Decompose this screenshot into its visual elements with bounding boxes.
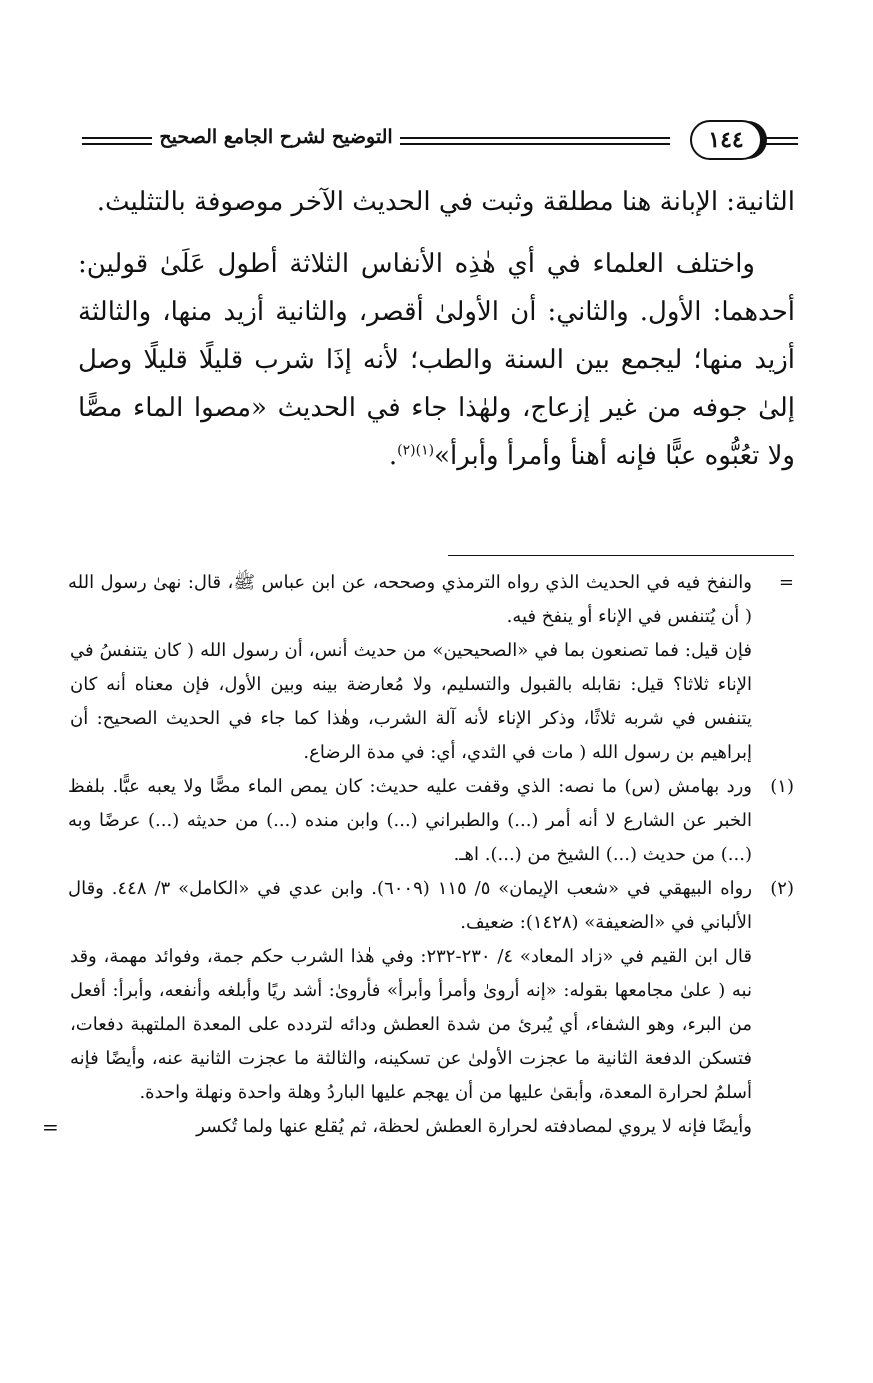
footnote-1-marker: (١) bbox=[770, 776, 794, 797]
footnote-continued-text: والنفخ فيه في الحديث الذي رواه الترمذي وصححه، عن ابن عباس ﷺ، قال: نهىٰ رسول الله ( أن يُتنفس في الإناء أو ينفخ فيه. bbox=[68, 572, 752, 627]
footnote-2-marker: (٢) bbox=[770, 878, 794, 899]
footnote-2-text: رواه البيهقي في «شعب الإيمان» ٥/ ١١٥ (٦٠٠٩). وابن عدي في «الكامل» ٣/ ٤٤٨. وقال الألباني في «الضعيفة» (١٤٢٨): ضعيف. bbox=[68, 878, 753, 933]
footnote-continued bbox=[42, 566, 794, 634]
footnote-2 bbox=[42, 872, 794, 940]
main-text bbox=[78, 178, 795, 480]
footnote-2-paragraph-3-text: وأيضًا فإنه لا يروي لمصادفته لحرارة العطش لحظة، ثم يُقلع عنها ولما تُكسر bbox=[196, 1116, 752, 1137]
header-rule-right bbox=[760, 137, 798, 145]
footnotes bbox=[42, 566, 794, 1144]
main-paragraph-1: الثانية: الإبانة هنا مطلقة وثبت في الحديث الآخر موصوفة بالتثليث. bbox=[96, 187, 795, 217]
running-title: التوضيح لشرح الجامع الصحيح bbox=[159, 126, 393, 148]
footnote-separator bbox=[448, 555, 794, 556]
page-header bbox=[70, 118, 803, 164]
page-number: ١٤٤ bbox=[708, 127, 744, 153]
main-paragraph-2-text: واختلف العلماء في أي هٰذِه الأنفاس الثلاثة أطول عَلَىٰ قولين: أحدهما: الأول. والثاني: أن الأولىٰ أقصر، والثانية أزيد منها، والثالثة أزيد منها؛ ليجمع بين السنة والطب؛ لأنه إذَا شرب قليلًا قليلًا وصل إلىٰ جوفه من غير إزعاج، ولهٰذا جاء في الحديث «مصوا الماء مصًّا ولا تعُبُّوه عبًّا فإنه أهنأ وأمرأ وأبرأ» bbox=[78, 249, 795, 471]
continues-next-page-marker: = bbox=[42, 1115, 59, 1139]
footnote-continued-paragraph-2: فإن قيل: فما تصنعون بما في «الصحيحين» من حديث أنس، أن رسول الله ( كان يتنفسُ في الإناء ثلاثا؟ قيل: نقابله بالقبول والتسليم، ولا مُعارضة بينه وبين الأول، فإن معناه أنه كان يتنفس في شربه ثلاثًا، وذكر الإناء لأنه آلة الشرب، وهٰذا كما جاء في الحديث الصحيح: أن إبراهيم بن رسول الله ( مات في الثدي، أي: في مدة الرضاع. bbox=[70, 640, 752, 763]
main-paragraph-2-end: . bbox=[388, 441, 398, 471]
footnote-1 bbox=[42, 770, 794, 872]
header-rule-middle bbox=[400, 137, 670, 145]
main-paragraph-2 bbox=[78, 240, 795, 480]
footnote-1-text: ورد بهامش (س) ما نصه: الذي وقفت عليه حديث: كان يمص الماء مصًّا ولا يعبه عبًّا. بلفظ الخبر عن الشارع لا أنه أمر (...) والطبراني (...) وابن منده (...) من حديثه (...) عرضًا وبه (...) من حديث (...) الشيخ من (...). اهـ. bbox=[68, 776, 752, 865]
footnote-2-paragraph-2: قال ابن القيم في «زاد المعاد» ٤/ ٢٣٠-٢٣٢: وفي هٰذا الشرب حكم جمة، وفوائد مهمة، وقد نبه ( علىٰ مجامعها بقوله: «إنه أروىٰ وأمرأ وأبرأ» فأروىٰ: أشد ريًا وأبلغه وأنفعه، وأبرأ: أفعل من البرء، وهو الشفاء، أي يُبرئ من شدة العطش ودائه لتردده على المعدة الملتهبة دفعات، فتسكن الدفعة الثانية ما عجزت الأولىٰ عن تسكينه، والثالثة ما عجزت الثانية عنه، وأيضًا فإنه أسلمُ لحرارة المعدة، وأبقىٰ عليها من أن يهجم عليها الباردُ وهلة واحدة ونهلة واحدة. bbox=[70, 946, 752, 1103]
footnote-refs: (١)(٢) bbox=[397, 442, 435, 459]
header-rule-left bbox=[82, 137, 152, 145]
continuation-marker: = bbox=[778, 572, 794, 593]
page-number-badge bbox=[690, 120, 762, 160]
footnote-2-paragraph-3 bbox=[42, 1110, 794, 1144]
